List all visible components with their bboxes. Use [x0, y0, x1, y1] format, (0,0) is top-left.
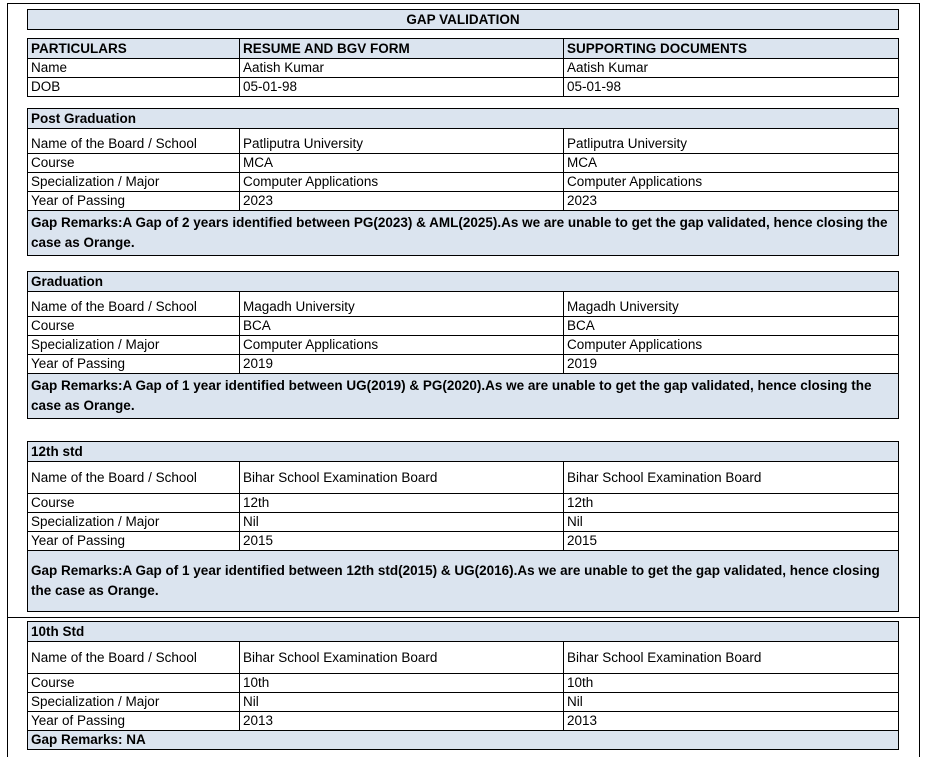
header-supporting: SUPPORTING DOCUMENTS: [564, 39, 899, 59]
gap-remarks: Gap Remarks: NA: [28, 731, 899, 750]
row-label: Specialization / Major: [28, 513, 240, 532]
row-label: Specialization / Major: [28, 173, 240, 192]
row-label: Specialization / Major: [28, 336, 240, 355]
table-row: [28, 494, 899, 513]
section-title: Post Graduation: [28, 109, 899, 129]
supporting-value: Nil: [564, 693, 899, 712]
section-12th-std: [27, 441, 899, 612]
personal-table: [27, 38, 899, 97]
section-title: Graduation: [28, 272, 899, 292]
row-label: Name of the Board / School: [28, 642, 240, 674]
row-label: Year of Passing: [28, 192, 240, 211]
section-post-graduation: [27, 108, 899, 256]
resume-value: 2013: [240, 712, 564, 731]
table-row: [28, 154, 899, 173]
table-row: [28, 292, 899, 317]
header-particulars: PARTICULARS: [28, 39, 240, 59]
supporting-value: Bihar School Examination Board: [564, 642, 899, 674]
title-table: [27, 9, 899, 30]
table-row: [28, 712, 899, 731]
column-header-row: [28, 39, 899, 59]
supporting-value: 2013: [564, 712, 899, 731]
supporting-value: Computer Applications: [564, 336, 899, 355]
table-row: [28, 192, 899, 211]
resume-value: Computer Applications: [240, 173, 564, 192]
resume-value: Aatish Kumar: [240, 59, 564, 78]
resume-value: 10th: [240, 674, 564, 693]
table-row: [28, 462, 899, 494]
table-row: [28, 355, 899, 374]
row-label: Course: [28, 674, 240, 693]
resume-value: MCA: [240, 154, 564, 173]
supporting-value: 2019: [564, 355, 899, 374]
table-row: [28, 78, 899, 97]
supporting-value: 12th: [564, 494, 899, 513]
table-row: [28, 129, 899, 154]
resume-value: 2015: [240, 532, 564, 551]
supporting-value: Computer Applications: [564, 173, 899, 192]
row-label: Year of Passing: [28, 355, 240, 374]
resume-value: Nil: [240, 513, 564, 532]
supporting-value: Aatish Kumar: [564, 59, 899, 78]
supporting-value: 2015: [564, 532, 899, 551]
table-row: [28, 173, 899, 192]
row-label: DOB: [28, 78, 240, 97]
supporting-value: Bihar School Examination Board: [564, 462, 899, 494]
resume-value: 12th: [240, 494, 564, 513]
resume-value: Computer Applications: [240, 336, 564, 355]
supporting-value: Magadh University: [564, 292, 899, 317]
table-row: [28, 336, 899, 355]
table-row: [28, 532, 899, 551]
row-label: Course: [28, 494, 240, 513]
table-row: [28, 513, 899, 532]
supporting-value: 10th: [564, 674, 899, 693]
row-label: Specialization / Major: [28, 693, 240, 712]
supporting-value: 05-01-98: [564, 78, 899, 97]
row-label: Year of Passing: [28, 532, 240, 551]
supporting-value: Patliputra University: [564, 129, 899, 154]
supporting-value: Nil: [564, 513, 899, 532]
row-label: Year of Passing: [28, 712, 240, 731]
row-label: Name of the Board / School: [28, 462, 240, 494]
table-row: [28, 317, 899, 336]
section-title: 12th std: [28, 442, 899, 462]
row-label: Course: [28, 317, 240, 336]
page-title: GAP VALIDATION: [28, 10, 899, 30]
section-title: 10th Std: [28, 622, 899, 642]
supporting-value: 2023: [564, 192, 899, 211]
row-label: Name: [28, 59, 240, 78]
section-graduation: [27, 271, 899, 419]
row-label: Name of the Board / School: [28, 292, 240, 317]
resume-value: Magadh University: [240, 292, 564, 317]
table-row: [28, 674, 899, 693]
resume-value: Bihar School Examination Board: [240, 462, 564, 494]
supporting-value: BCA: [564, 317, 899, 336]
table-row: [28, 59, 899, 78]
row-label: Course: [28, 154, 240, 173]
header-resume: RESUME AND BGV FORM: [240, 39, 564, 59]
supporting-value: MCA: [564, 154, 899, 173]
gap-remarks: Gap Remarks:A Gap of 2 years identified between PG(2023) & AML(2025).As we are unable to get the gap validated, hence closing the case as Orange.: [28, 211, 899, 256]
row-label: Name of the Board / School: [28, 129, 240, 154]
resume-value: BCA: [240, 317, 564, 336]
resume-value: Nil: [240, 693, 564, 712]
resume-value: 2019: [240, 355, 564, 374]
resume-value: Patliputra University: [240, 129, 564, 154]
gap-remarks: Gap Remarks:A Gap of 1 year identified between 12th std(2015) & UG(2016).As we are unable to get the gap validated, hence closing the case as Orange.: [28, 551, 899, 612]
table-row: [28, 642, 899, 674]
resume-value: 05-01-98: [240, 78, 564, 97]
resume-value: Bihar School Examination Board: [240, 642, 564, 674]
resume-value: 2023: [240, 192, 564, 211]
table-row: [28, 693, 899, 712]
gap-remarks: Gap Remarks:A Gap of 1 year identified between UG(2019) & PG(2020).As we are unable to get the gap validated, hence closing the case as Orange.: [28, 374, 899, 419]
section-10th-std: [27, 621, 899, 750]
